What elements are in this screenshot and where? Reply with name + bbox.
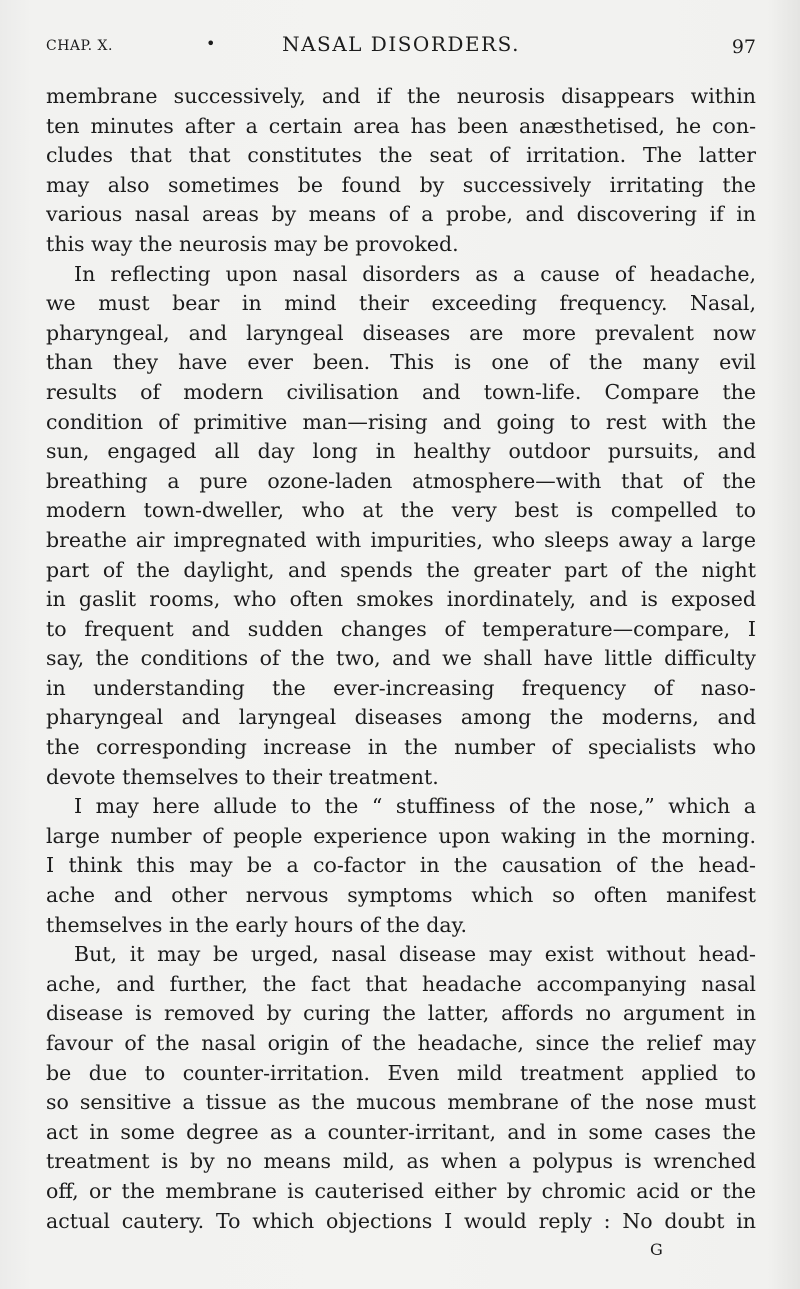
text-line: be due to counter-irritation. Even mild treatment applied to [46, 1060, 756, 1085]
text-line: to frequent and sudden changes of temperature—compare, I [46, 616, 756, 641]
text-line: than they have ever been. This is one of the many evil [46, 350, 756, 375]
header-dot: • [206, 34, 216, 53]
text-line: we must bear in mind their exceeding frequency. Nasal, [46, 291, 756, 316]
text-line: disease is removed by curing the latter, affords no argument in [46, 1001, 756, 1026]
text-line: breathe air impregnated with impurities, who sleeps away a large [46, 527, 756, 552]
text-line: In reflecting upon nasal disorders as a cause of headache, [74, 261, 756, 286]
running-title: NASAL DISORDERS. [282, 32, 520, 56]
text-line: favour of the nasal origin of the headache, since the relief may [46, 1031, 756, 1055]
signature-mark: G [650, 1240, 664, 1259]
text-line: treatment is by no means mild, as when a polypus is wrenched [46, 1149, 756, 1174]
text-line: large number of people experience upon waking in the morning. [46, 823, 756, 848]
text-line: this way the neurosis may be provoked. [46, 231, 459, 256]
text-line: in understanding the ever-increasing frequency of naso- [46, 675, 756, 700]
text-line: part of the daylight, and spends the greater part of the night [46, 557, 756, 582]
text-line: ache, and further, the fact that headache accompanying nasal [46, 971, 756, 996]
text-line: pharyngeal and laryngeal diseases among the moderns, and [46, 705, 756, 730]
chapter-label: CHAP. X. [46, 38, 113, 54]
text-line: breathing a pure ozone-laden atmosphere—with that of the [46, 468, 756, 493]
text-line: may also sometimes be found by successively irritating the [46, 172, 756, 197]
text-line: ten minutes after a certain area has been anæsthetised, he con- [46, 113, 756, 138]
text-line: actual cautery. To which objections I would reply : No doubt in [46, 1208, 756, 1233]
text-line: modern town-dweller, who at the very best is compelled to [46, 498, 756, 523]
text-line: various nasal areas by means of a probe, and discovering if in [46, 202, 756, 227]
text-line: But, it may be urged, nasal disease may exist without head- [74, 942, 756, 967]
body-text [46, 82, 756, 1236]
text-line: devote themselves to their treatment. [46, 764, 439, 789]
running-head [46, 32, 756, 62]
text-line: ache and other nervous symptoms which so often manifest [46, 883, 756, 908]
text-line: say, the conditions of the two, and we shall have little difficulty [46, 646, 756, 671]
text-line: I think this may be a co-factor in the causation of the head- [46, 853, 756, 878]
text-line: themselves in the early hours of the day. [46, 912, 467, 937]
text-line: I may here allude to the “ stuffiness of the nose,” which a [74, 794, 756, 819]
text-line: cludes that that constitutes the seat of irritation. The latter [46, 143, 756, 168]
text-line: condition of primitive man—rising and going to rest with the [46, 409, 756, 434]
text-line: off, or the membrane is cauterised either by chromic acid or the [46, 1178, 756, 1203]
text-line: so sensitive a tissue as the mucous membrane of the nose must [46, 1090, 756, 1115]
page-number: 97 [731, 36, 756, 58]
text-line: pharyngeal, and laryngeal diseases are more prevalent now [46, 320, 756, 345]
text-line: act in some degree as a counter-irritant, and in some cases the [46, 1119, 756, 1144]
text-line: in gaslit rooms, who often smokes inordinately, and is exposed [46, 587, 756, 612]
text-line: the corresponding increase in the number of specialists who [46, 735, 756, 760]
text-line: sun, engaged all day long in healthy outdoor pursuits, and [46, 439, 756, 464]
text-line: membrane successively, and if the neurosis disappears within [46, 84, 756, 108]
text-line: results of modern civilisation and town-life. Compare the [46, 379, 756, 404]
